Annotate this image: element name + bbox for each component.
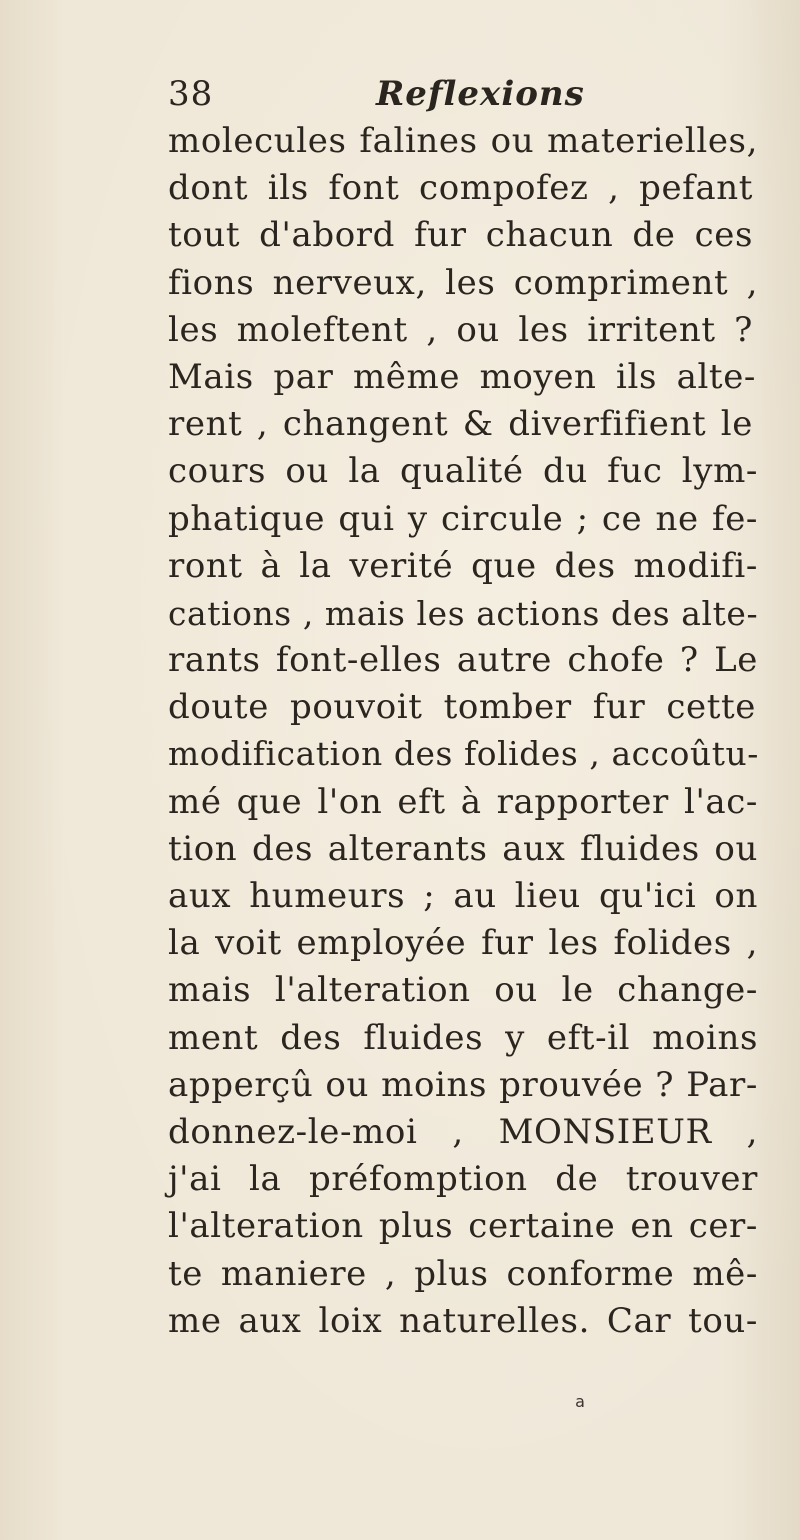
text-line: les moleftent , ou les irritent ? xyxy=(168,309,753,350)
text-line: ment des fluides y eft-il moins xyxy=(168,1017,758,1058)
text-line: apperçû ou moins prouvée ? Par- xyxy=(168,1064,758,1105)
text-line: rent , changent & diverfifient le xyxy=(168,404,753,445)
page-number: 38 xyxy=(168,74,214,114)
text-line: fions nerveux, les compriment , xyxy=(168,262,758,303)
text-line: rants font-elles autre chofe ? Le xyxy=(168,640,758,681)
text-line: doute pouvoit tomber fur cette xyxy=(168,687,756,728)
text-line: l'alteration plus certaine en cer- xyxy=(168,1206,758,1247)
running-title: Reflexions xyxy=(376,74,585,114)
text-line: dont ils font compofez , pefant xyxy=(168,168,753,209)
text-line: me aux loix naturelles. Car tou- xyxy=(168,1300,758,1341)
text-line: cations , mais les actions des alte- xyxy=(168,593,759,633)
text-line: modification des folides , accoûtu- xyxy=(168,735,759,774)
page-header xyxy=(168,72,768,116)
text-line: cours ou la qualité du fuc lym- xyxy=(168,451,758,492)
text-line: tout d'abord fur chacun de ces xyxy=(168,215,753,256)
text-line: donnez-le-moi , MONSIEUR , xyxy=(168,1111,758,1152)
text-line: mais l'alteration ou le change- xyxy=(168,970,758,1011)
text-line: la voit employée fur les folides , xyxy=(168,923,758,964)
text-line: tion des alterants aux fluides ou xyxy=(168,828,758,869)
text-line: Mais par même moyen ils alte- xyxy=(168,356,756,397)
signature-mark: a xyxy=(575,1392,585,1411)
text-line: molecules falines ou materielles, xyxy=(168,121,758,161)
text-line: te maniere , plus conforme mê- xyxy=(168,1253,758,1294)
text-line: phatique qui y circule ; ce ne fe- xyxy=(168,498,758,539)
text-line: aux humeurs ; au lieu qu'ici on xyxy=(168,876,758,916)
body-text xyxy=(168,118,788,1345)
text-line: j'ai la préfomption de trouver xyxy=(168,1159,758,1200)
text-line: mé que l'on eft à rapporter l'ac- xyxy=(168,781,758,822)
text-line: ront à la verité que des modifi- xyxy=(168,545,758,586)
